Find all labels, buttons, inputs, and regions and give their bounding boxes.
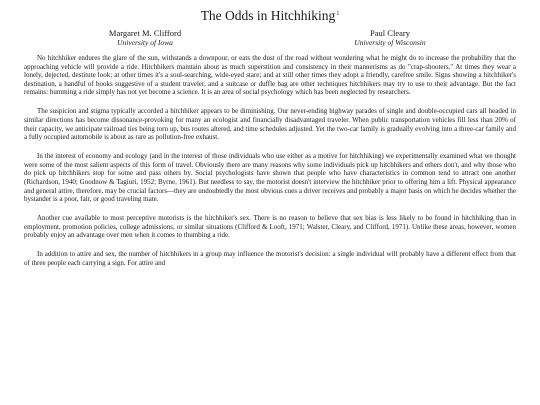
author-2-affiliation: University of Wisconsin — [354, 38, 426, 47]
body-paragraph-5: In addition to attire and sex, the number of hitchhikers in a group may influence the motorist's decision: a single individual will probably have a different effect from that of three people each carrying a sign. For attire and — [24, 250, 516, 267]
body-paragraph-4: Another cue available to most perceptive motorists is the hitchhiker's sex. There is no reason to believe that sex bias is less likely to be found in hitchhiking than in employment, promotion policies, college admissions, or similar situations (Clifford & Looft, 1971; Walster, Cleary, and Clifford, 1971). Unlike these areas, however, women probably enjoy an advantage over men when it comes to thumbing a ride. — [24, 214, 516, 240]
body-paragraph-3: In the interest of economy and ecology (and in the interest of those individuals who use either as a motive for hitchhiking) we experimentally examined what we thought were some of the most salient aspects of this form of travel. Obviously there are many reasons why some individuals pick up hitchhikers and others don't, and why those who do pick up hitchhikers stop for some and pass others by. Social psychologists have shown that people who have characteristics in common tend to attract one another (Richardson, 1940; Goodnow & Tagiuri, 1952; Byrne, 1961). But needless to say, the motorist doesn't interview the hitchhiker prior to offering him a lift. Physical appearance and general attire, therefore, may be crucial factors—they are undoubtedly the most obvious cues a driver receives and probably a major basis on which he decides whether the bystander is a poor, fair, or good traveling mate. — [24, 152, 516, 204]
paper-title — [0, 8, 540, 24]
author-1-affiliation: University of Iowa — [117, 38, 173, 47]
body-paragraph-1: No hitchhiker endures the glare of the sun, withstands a downpour, or eats the dust of the road without wondering what he might do to increase the probability that the approaching vehicle will provide a ride. Hitchhikers maintain about as much superstition and consistency in their mannerisms as do "crap-shooters." At times they wear a lonely, dejected, destitute look; at other times it's a soul-searching, wide-eyed stare; and at still other times they adopt a friendly, carefree smile. Signs showing a hitchhiker's destination, a handful of books suggestive of a student traveler, and a suitcase or duffle bag are other techniques hitchhikers may try to use to their advantage. But the fact remains: bumming a ride simply has not yet become a science. It is an area of social psychology which has been neglected by researchers. — [24, 54, 516, 97]
author-1 — [45, 28, 245, 48]
paper-body — [24, 54, 516, 278]
author-1-name: Margaret M. Clifford — [108, 28, 182, 38]
title-text: The Odds in Hitchhiking — [200, 8, 336, 23]
author-block — [0, 28, 540, 52]
title-footnote-marker: 1 — [336, 10, 340, 17]
author-2 — [290, 28, 490, 48]
body-paragraph-2: The suspicion and stigma typically accorded a hitchhiker appears to be diminishing. Our never-ending highway parades of single and double-occupied cars all headed in similar directions has become dissonance-provoking for many an ecologist and financially disadvantaged traveler. When public transportation vehicles fill less than 20% of their capacity, we anticipate railroad ties being torn up, bus routes altered, and time schedules adjusted. Yet the two-car family is gradually evolving into a three-car family and a fully occupied automobile is about as rare as pollution-free exhaust. — [24, 107, 516, 142]
author-2-name: Paul Cleary — [370, 28, 410, 38]
